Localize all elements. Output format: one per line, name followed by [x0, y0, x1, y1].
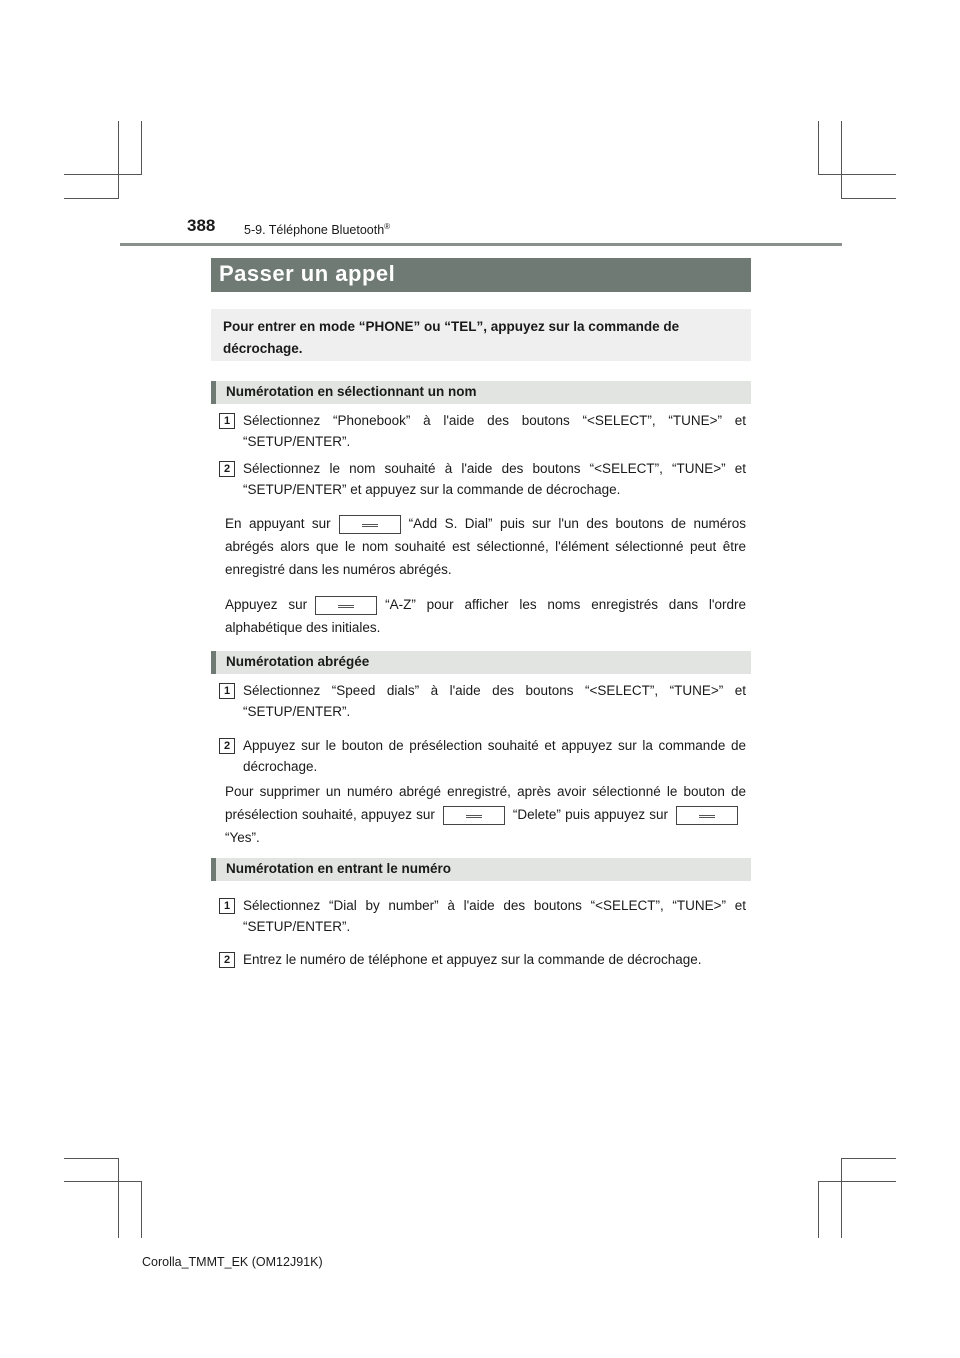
step-text: Sélectionnez le nom souhaité à l'aide des boutons “<SELECT”, “TUNE>” et “SETUP/ENTER” et appuyez sur la commande de décrochage.: [243, 461, 746, 497]
footer-code: Corolla_TMMT_EK (OM12J91K): [142, 1255, 323, 1269]
note-text: En appuyant sur “Add S. Dial” puis sur l'un des boutons de numéros abrégés alors que le nom souhaité est sélectionné, l'élément sélectionné peut être enregistré dans les numéros abrégés.: [225, 516, 746, 577]
intro-text: Pour entrer en mode “PHONE” ou “TEL”, appuyez sur la commande de décrochage.: [223, 319, 680, 356]
crop-mark: [141, 121, 142, 174]
step-number: 2: [219, 461, 235, 477]
crop-mark: [841, 1158, 896, 1159]
crop-mark: [818, 121, 819, 174]
crop-mark: [64, 1181, 142, 1182]
note-text: Appuyez sur “A-Z” pour afficher les noms enregistrés dans l'ordre alphabétique des initiales.: [225, 597, 746, 635]
title-banner: [211, 258, 751, 292]
menu-button-icon: [339, 515, 401, 534]
header-rule: [120, 243, 842, 246]
menu-button-icon: [315, 596, 377, 615]
crop-mark: [118, 121, 119, 199]
step-text: Entrez le numéro de téléphone et appuyez sur la commande de décrochage.: [243, 952, 702, 967]
crop-mark: [818, 1181, 819, 1238]
crop-mark: [141, 1181, 142, 1238]
menu-button-icon: [676, 806, 738, 825]
step-number: 1: [219, 683, 235, 699]
crop-mark: [841, 121, 842, 199]
page-title: Passer un appel: [219, 261, 396, 286]
step-text: Sélectionnez “Speed dials” à l'aide des boutons “<SELECT”, “TUNE>” et “SETUP/ENTER”.: [243, 683, 746, 719]
intro-box: [211, 309, 751, 361]
subheading: Numérotation en entrant le numéro: [211, 858, 751, 881]
step-number: 2: [219, 952, 235, 968]
step-text: Appuyez sur le bouton de présélection souhaité et appuyez sur la commande de décrochage.: [243, 738, 746, 774]
page-number: 388: [187, 216, 216, 235]
step-text: Sélectionnez “Dial by number” à l'aide des boutons “<SELECT”, “TUNE>” et “SETUP/ENTER”.: [243, 898, 746, 934]
crop-mark: [118, 1158, 119, 1238]
crop-mark: [818, 1181, 896, 1182]
crop-mark: [841, 198, 896, 199]
subheading: Numérotation abrégée: [211, 651, 751, 674]
step-number: 1: [219, 413, 235, 429]
note-text: Pour supprimer un numéro abrégé enregistré, après avoir sélectionné le bouton de présélection souhaité, appuyez sur “Delete” puis appuyez sur “Yes”.: [225, 784, 746, 845]
registered-mark: ®: [384, 222, 391, 231]
step-number: 2: [219, 738, 235, 754]
step-number: 1: [219, 898, 235, 914]
section-title: 5-9. Téléphone Bluetooth®: [244, 222, 391, 238]
crop-mark: [818, 174, 896, 175]
crop-mark: [64, 1158, 119, 1159]
menu-button-icon: [443, 806, 505, 825]
subheading: Numérotation en sélectionnant un nom: [211, 381, 751, 404]
step-text: Sélectionnez “Phonebook” à l'aide des boutons “<SELECT”, “TUNE>” et “SETUP/ENTER”.: [243, 413, 746, 449]
crop-mark: [841, 1158, 842, 1238]
crop-mark: [64, 198, 119, 199]
crop-mark: [64, 174, 142, 175]
